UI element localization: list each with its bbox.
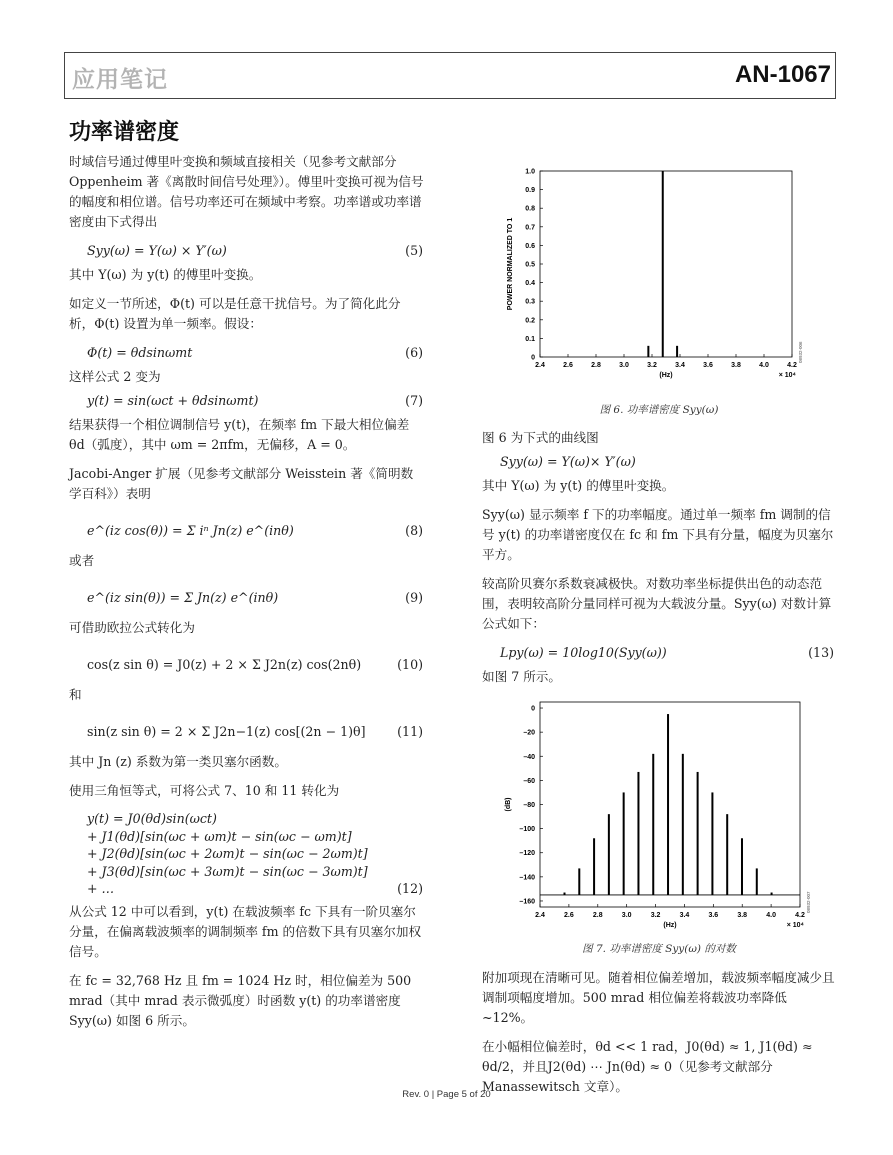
spectral-line (676, 346, 678, 357)
x-tick-label: 2.4 (535, 912, 545, 919)
y-tick-label: 0.9 (525, 187, 535, 195)
paragraph: 其中 Y(ω) 为 y(t) 的傅里叶变换。 (482, 478, 675, 493)
spectral-line (667, 714, 669, 895)
x-tick-label: 2.6 (563, 362, 573, 369)
spectral-line (623, 792, 625, 895)
spectral-line (771, 893, 773, 895)
paragraph: 在小幅相位偏差时，θd << 1 rad，J0(θd) ≈ 1, J1(θd) ≈ θd/2，并且J2(θd) ⋯ Jn(θd) ≈ 0（见参考文献部分 Manassewitsch 文章）。 (482, 1039, 813, 1094)
x-tick-label: 4.0 (766, 912, 776, 919)
equation-number: (7) (405, 393, 423, 408)
spectral-line (662, 171, 664, 357)
paragraph: 如定义一节所述，Φ(t) 可以是任意干扰信号。为了简化此分析，Φ(t) 设置为单一频率。假设： (69, 296, 401, 331)
paragraph: 可借助欧拉公式转化为 (69, 620, 195, 635)
spectral-line (578, 868, 580, 895)
x-tick-label: 3.2 (647, 362, 657, 369)
spectral-line (647, 346, 649, 357)
y-tick-label: 0.8 (525, 205, 535, 213)
equation-number: (9) (405, 590, 423, 605)
header-section-title: 应用笔记 (72, 67, 168, 93)
x-tick-label: 3.4 (675, 362, 685, 369)
y-tick-label: 1.0 (525, 168, 535, 176)
paragraph: 使用三角恒等式，可将公式 7、10 和 11 转化为 (69, 783, 340, 798)
equation-7: y(t) = sin(ωct + θdsinωmt) (7) (69, 391, 425, 411)
right-column-upper (482, 428, 836, 696)
left-column (69, 118, 425, 1040)
equation-6: Φ(t) = θdsinωmt (6) (69, 343, 425, 363)
y-tick-label: –100 (519, 826, 535, 834)
y-tick-label: 0.1 (525, 335, 535, 343)
x-tick-label: 4.2 (795, 912, 805, 919)
figure-6-caption: 图 6. 功率谱密度 Syy(ω) (599, 404, 719, 416)
figure-7-caption: 图 7. 功率谱密度 Syy(ω) 的对数 (582, 943, 736, 955)
spectral-line (756, 868, 758, 895)
x-tick-label: 4.0 (759, 362, 769, 369)
spectral-line (637, 772, 639, 895)
spectral-line (711, 792, 713, 895)
figure-id: 08932-006 (798, 341, 803, 363)
y-tick-label: –120 (519, 850, 535, 858)
equation-syy: Syy(ω) = Y(ω)× Y′(ω) (500, 454, 636, 469)
equation-10: cos(z sin θ) = J0(z) + 2 × Σ J2n(z) cos(2nθ) (10) (69, 647, 425, 681)
equation-number: (13) (808, 645, 834, 660)
paragraph: 其中 Y(ω) 为 y(t) 的傅里叶变换。 (69, 267, 262, 282)
y-tick-label: –40 (523, 753, 535, 761)
y-tick-label: 0.2 (525, 317, 535, 325)
spectral-line (726, 814, 728, 895)
y-tick-label: 0.3 (525, 298, 535, 306)
equation-number: (11) (397, 724, 423, 739)
equation-13: Lpy(ω) = 10log10(Syy(ω)) (13) (482, 643, 836, 663)
equation-5: Syy(ω) = Y(ω) × Y′(ω) (5) (69, 241, 425, 261)
spectral-line (593, 838, 595, 895)
paragraph: 图 6 为下式的曲线图 (482, 430, 599, 445)
y-tick-label: 0.7 (525, 224, 535, 232)
paragraph: 从公式 12 中可以看到，y(t) 在载波频率 fc 下具有一阶贝塞尔分量，在偏离载波频率的调制频率 fm 的倍数下具有贝塞尔加权信号。 (69, 903, 422, 959)
y-axis-label: POWER NORMALIZED TO 1 (507, 217, 514, 311)
page-header (64, 52, 836, 99)
paragraph: 和 (69, 687, 82, 702)
x-axis-multiplier: × 10⁴ (786, 922, 804, 929)
x-tick-label: 3.0 (621, 912, 632, 919)
equation-11: sin(z sin θ) = 2 × Σ J2n−1(z) cos[(2n − 1)θ] (11) (69, 714, 425, 748)
x-axis-label: (Hz) (663, 922, 677, 929)
figure-7-chart (498, 700, 820, 940)
x-axis-label: (Hz) (659, 372, 673, 379)
spectral-line (697, 772, 699, 895)
spectral-line (563, 893, 565, 895)
equation-9: e^(iz sin(θ)) = Σ Jn(z) e^(inθ) (9) (69, 580, 425, 614)
x-tick-label: 3.6 (708, 912, 719, 919)
y-tick-label: 0.6 (525, 242, 535, 250)
section-title: 功率谱密度 (69, 120, 180, 145)
y-tick-label: –140 (519, 874, 535, 882)
x-axis-multiplier: × 10⁴ (778, 372, 796, 379)
equation-number: (5) (405, 243, 423, 258)
paragraph: 其中 Jn (z) 系数为第一类贝塞尔函数。 (69, 754, 287, 769)
paragraph: 或者 (69, 553, 95, 568)
x-tick-label: 3.4 (679, 912, 690, 919)
spectral-line (608, 814, 610, 895)
x-tick-label: 2.8 (591, 362, 601, 369)
x-tick-label: 3.6 (703, 362, 713, 369)
x-tick-label: 3.0 (619, 362, 629, 369)
paragraph: 如图 7 所示。 (482, 669, 561, 684)
equation-number: (6) (405, 345, 423, 360)
y-tick-label: 0.4 (525, 280, 535, 288)
header-doc-id: AN-1067 (734, 61, 831, 88)
figure-6-chart (498, 155, 820, 400)
y-tick-label: 0 (531, 354, 535, 362)
equation-8: e^(iz cos(θ)) = Σ iⁿ Jn(z) e^(inθ) (8) (69, 513, 425, 547)
spectral-line (741, 838, 743, 895)
x-tick-label: 4.2 (787, 362, 797, 369)
equation-number: (8) (405, 523, 423, 538)
right-column-lower (482, 968, 836, 1106)
plot-frame (540, 171, 792, 357)
spectral-line (682, 754, 684, 895)
paragraph: 时域信号通过傅里叶变换和频域直接相关（见参考文献部分 Oppenheim 著《离散时间信号处理》）。傅里叶变换可视为信号的幅度和相位谱。信号功率还可在频域中考察。功率谱或功率谱密度由下式得出 (69, 154, 424, 229)
paragraph: 这样公式 2 变为 (69, 369, 161, 384)
equation-12: y(t) = J0(θd)sin(ωct) + J1(θd)[sin(ωc + ωm)t − sin(ωc − ωm)t] + J2(θd)[sin(ωc + 2ωm)t − sin(ωc − 2ωm)t] + J3(θd)[sin(ωc + 3ωm)t − sin(ωc − 3ωm)t] + … (12) (87, 811, 423, 896)
x-tick-label: 3.2 (650, 912, 661, 919)
x-tick-label: 3.8 (737, 912, 748, 919)
x-tick-label: 2.6 (564, 912, 574, 919)
y-tick-label: 0 (531, 705, 535, 713)
x-tick-label: 2.4 (535, 362, 545, 369)
y-tick-label: –20 (523, 729, 535, 737)
y-tick-label: –60 (523, 777, 535, 785)
figure-id: 08932-007 (806, 891, 811, 913)
page-footer: Rev. 0 | Page 5 of 20 (402, 1089, 491, 1100)
y-tick-label: –160 (519, 898, 535, 906)
y-tick-label: –80 (523, 802, 535, 809)
paragraph: Syy(ω) 显示频率 f 下的功率幅度。通过单一频率 fm 调制的信号 y(t) 的功率谱密度仅在 fc 和 fm 下具有分量，幅度为贝塞尔平方。 (482, 507, 834, 562)
x-tick-label: 3.8 (731, 362, 741, 369)
y-axis-label: (dB) (505, 797, 512, 812)
spectral-line (652, 754, 654, 895)
equation-number: (12) (397, 881, 423, 896)
paragraph: 在 fc = 32,768 Hz 且 fm = 1024 Hz 时，相位偏差为 500 mrad（其中 mrad 表示微弧度）时函数 y(t) 的功率谱密度 Syy(ω) 如图 6 所示。 (69, 972, 412, 1028)
x-tick-label: 2.8 (592, 912, 603, 919)
y-tick-label: 0.5 (525, 261, 535, 269)
paragraph: 附加项现在清晰可见。随着相位偏差增加，载波频率幅度减少且调制项幅度增加。500 mrad 相位偏差将载波功率降低 ~12%。 (482, 970, 835, 1025)
paragraph: 结果获得一个相位调制信号 y(t)，在频率 fm 下最大相位偏差 θd（弧度），其中 ωm = 2πfm，无偏移，A = 0。 (69, 417, 410, 452)
paragraph: Jacobi-Anger 扩展（见参考文献部分 Weisstein 著《简明数学百科》）表明 (69, 466, 414, 501)
equation-number: (10) (397, 657, 423, 672)
paragraph: 较高阶贝赛尔系数衰减极快。对数功率坐标提供出色的动态范围，表明较高阶分量同样可视为大载波分量。Syy(ω) 对数计算公式如下： (482, 576, 832, 631)
